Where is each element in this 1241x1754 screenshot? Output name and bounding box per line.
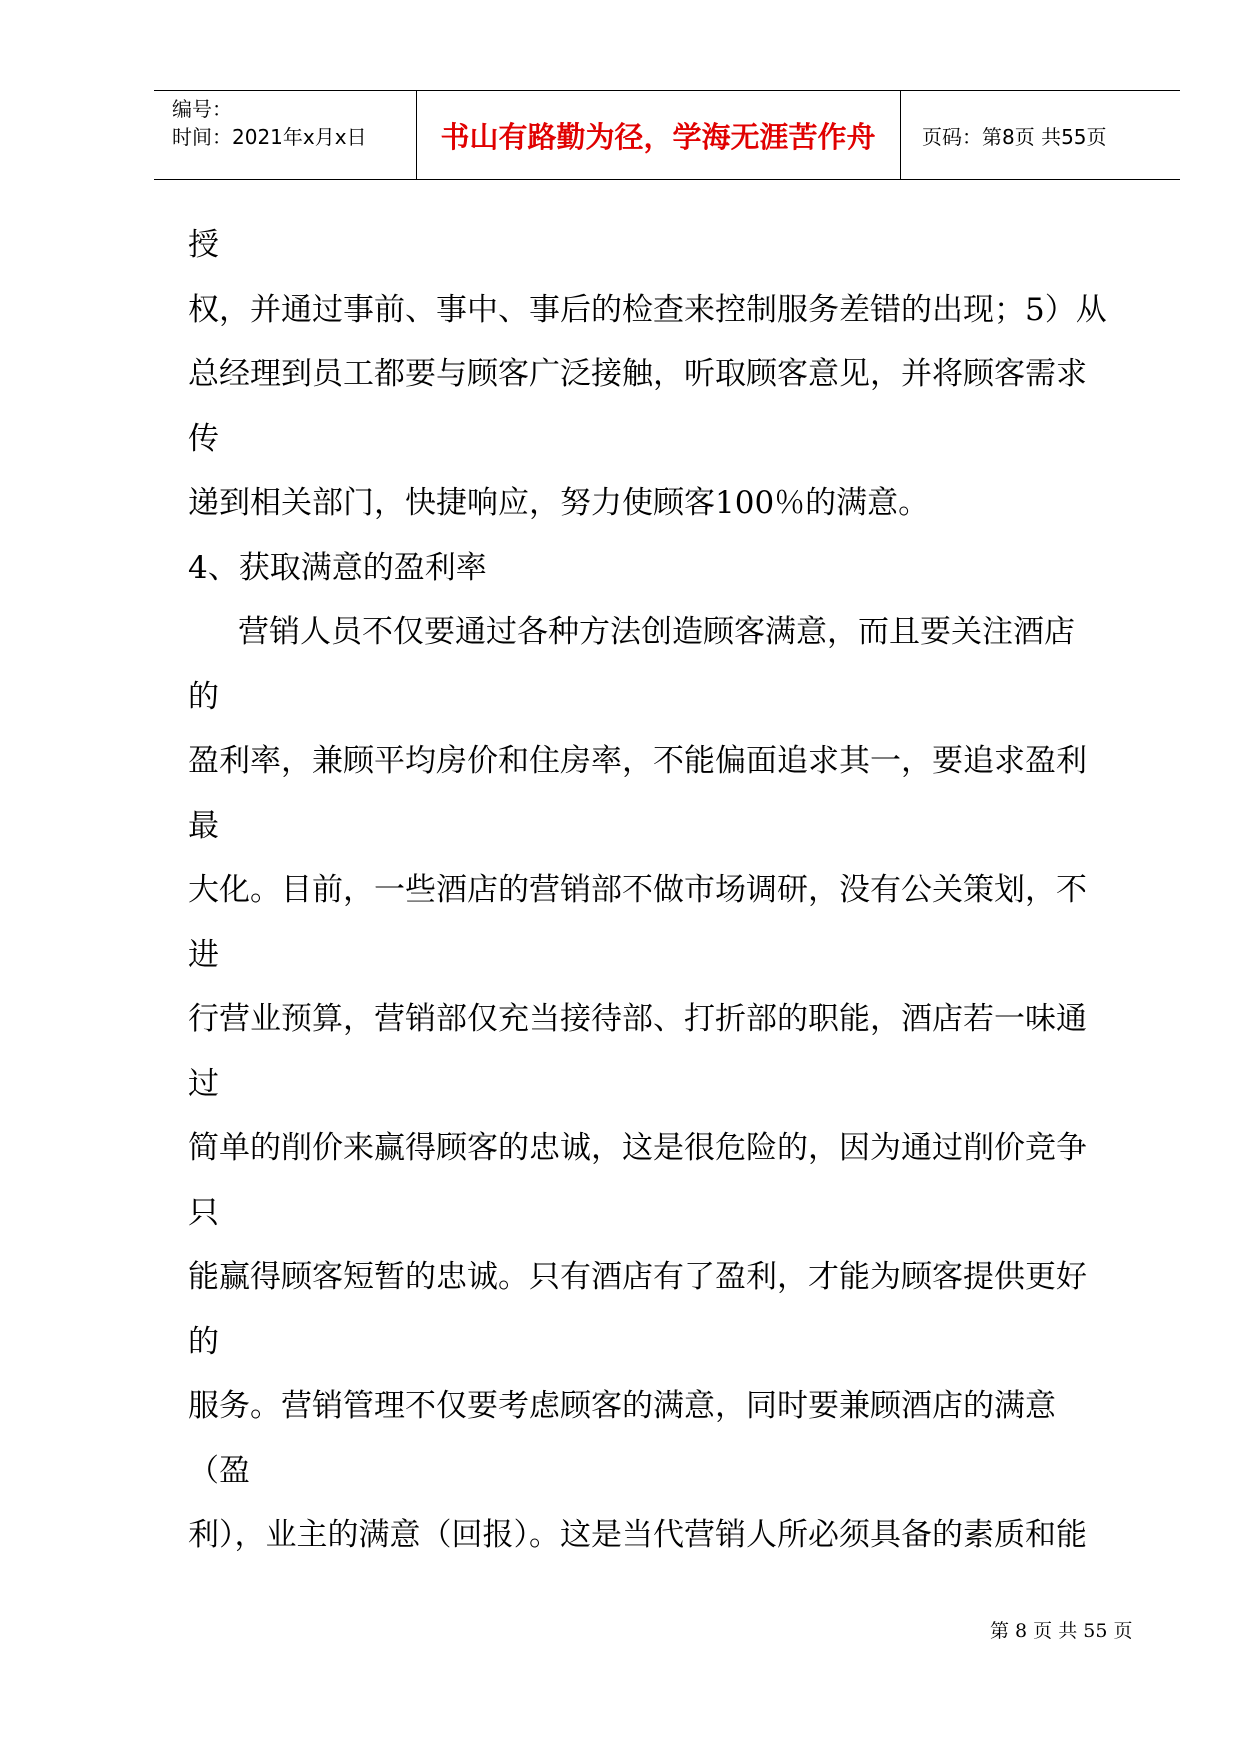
body-text — [188, 213, 1148, 1568]
header-divider — [900, 91, 901, 179]
text-line: 递到相关部门，快捷响应，努力使顾客100％的满意。 — [188, 485, 930, 521]
time-label: 时间：2021年x月x日 — [172, 125, 367, 149]
header-page-info: 页码：第8页 共55页 — [922, 124, 1107, 149]
text-line: 行营业预算，营销部仅充当接待部、打折部的职能，酒店若一味通 — [188, 1001, 1087, 1037]
text-line: 简单的削价来赢得顾客的忠诚，这是很危险的，因为通过削价竞争 — [188, 1130, 1087, 1166]
text-line: 利），业主的满意（回报）。这是当代营销人所必须具备的素质和能 — [188, 1517, 1087, 1553]
text-line: 总经理到员工都要与顾客广泛接触，听取顾客意见，并将顾客需求 — [188, 356, 1087, 392]
text-line: 大化。目前，一些酒店的营销部不做市场调研，没有公关策划，不 — [188, 872, 1087, 908]
text-line: 服务。营销管理不仅要考虑顾客的满意，同时要兼顾酒店的满意 — [188, 1388, 1056, 1424]
text-line: 授 — [188, 227, 219, 263]
text-line: 最 — [188, 807, 219, 844]
header-motto: 书山有路勤为径，学海无涯苦作舟 — [440, 119, 876, 154]
text-line: 进 — [188, 936, 219, 973]
text-line: （盈 — [188, 1452, 250, 1489]
number-label: 编号： — [172, 97, 232, 121]
text-line: 只 — [188, 1194, 219, 1231]
text-line: 的 — [188, 1323, 219, 1360]
text-line: 传 — [188, 420, 219, 457]
document-header — [154, 90, 1180, 180]
text-line: 的 — [188, 678, 219, 715]
text-line: 过 — [188, 1065, 219, 1102]
text-line: 盈利率，兼顾平均房价和住房率，不能偏面追求其一，要追求盈利 — [188, 743, 1087, 779]
text-line: 权，并通过事前、事中、事后的检查来控制服务差错的出现；5）从 — [188, 291, 1107, 328]
text-line: 营销人员不仅要通过各种方法创造顾客满意，而且要关注酒店 — [238, 614, 1075, 650]
text-line: 能赢得顾客短暂的忠诚。只有酒店有了盈利，才能为顾客提供更好 — [188, 1259, 1087, 1295]
page-footer: 第 8 页 共 55 页 — [990, 1620, 1133, 1642]
section-heading: 4、获取满意的盈利率 — [188, 549, 487, 586]
